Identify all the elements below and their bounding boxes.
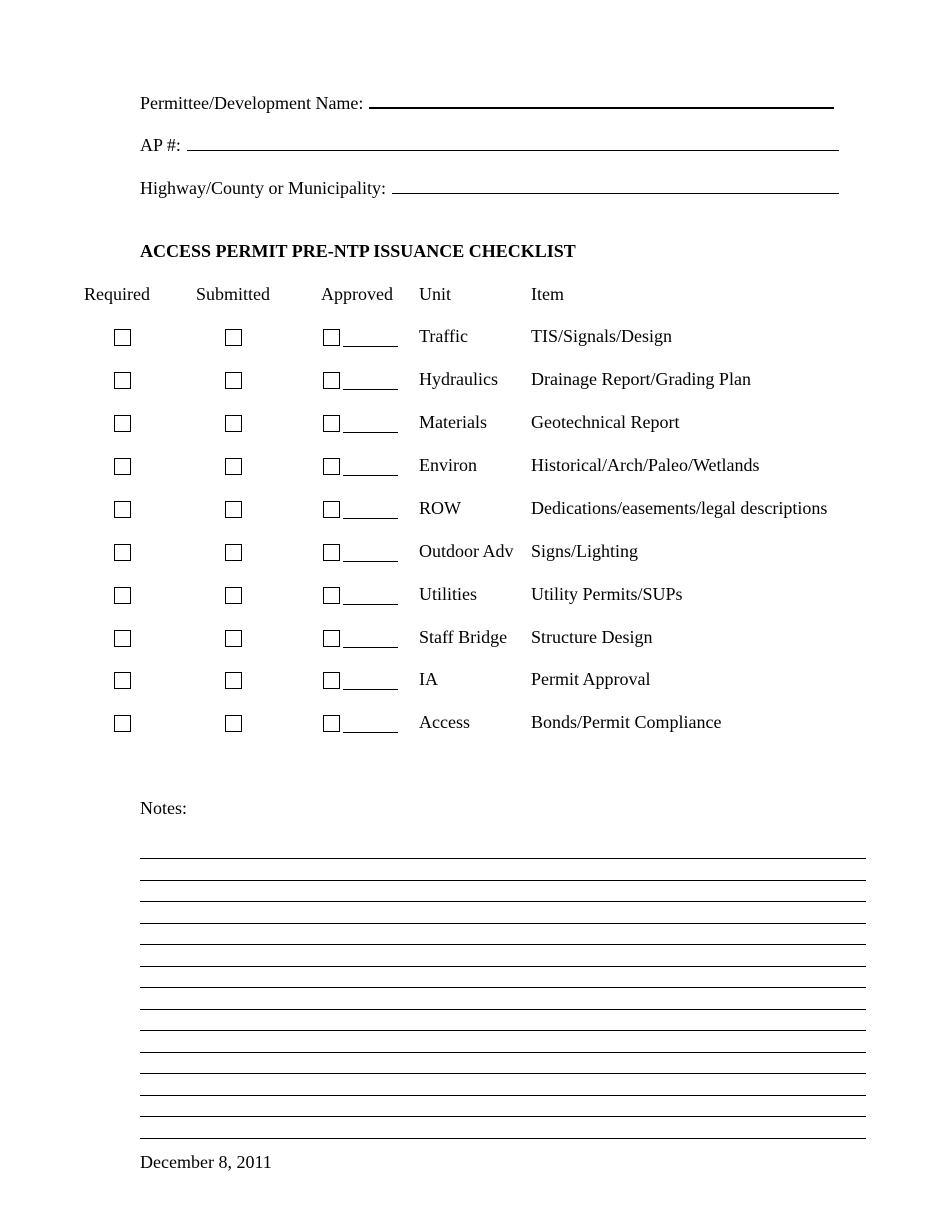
required-checkbox[interactable] [114, 501, 131, 518]
checklist-title: ACCESS PERMIT PRE-NTP ISSUANCE CHECKLIST [140, 241, 576, 261]
approved-initials-line[interactable] [343, 732, 398, 733]
item-label: Historical/Arch/Paleo/Wetlands [531, 455, 760, 475]
notes-line[interactable] [140, 1073, 866, 1074]
highway-input-line[interactable] [392, 177, 839, 194]
submitted-checkbox[interactable] [225, 415, 242, 432]
item-label: Utility Permits/SUPs [531, 584, 683, 604]
required-checkbox[interactable] [114, 458, 131, 475]
approved-initials-line[interactable] [343, 346, 398, 347]
approved-initials-line[interactable] [343, 518, 398, 519]
column-header-submitted: Submitted [196, 284, 271, 304]
submitted-checkbox[interactable] [225, 630, 242, 647]
submitted-checkbox[interactable] [225, 544, 242, 561]
checklist-row [0, 326, 950, 359]
submitted-checkbox[interactable] [225, 458, 242, 475]
item-label: Structure Design [531, 627, 653, 647]
item-label: Drainage Report/Grading Plan [531, 369, 751, 389]
item-label: Signs/Lighting [531, 541, 639, 561]
notes-line[interactable] [140, 1138, 866, 1139]
notes-label: Notes: [140, 798, 187, 818]
approved-checkbox[interactable] [323, 372, 340, 389]
required-checkbox[interactable] [114, 587, 131, 604]
ap-number-label: AP #: [140, 135, 181, 155]
permittee-field [140, 91, 834, 114]
approved-checkbox[interactable] [323, 630, 340, 647]
approved-checkbox[interactable] [323, 587, 340, 604]
checklist-row [0, 369, 950, 402]
approved-checkbox[interactable] [323, 672, 340, 689]
required-checkbox[interactable] [114, 715, 131, 732]
checklist-row [0, 712, 950, 745]
item-label: TIS/Signals/Design [531, 326, 673, 346]
item-label: Geotechnical Report [531, 412, 680, 432]
submitted-checkbox[interactable] [225, 329, 242, 346]
approved-initials-line[interactable] [343, 475, 398, 476]
ap-number-input-line[interactable] [187, 134, 839, 151]
permittee-input-line[interactable] [369, 91, 834, 109]
notes-line[interactable] [140, 944, 866, 945]
column-header-item: Item [531, 284, 564, 304]
highway-field [140, 177, 839, 199]
unit-label: Outdoor Adv [419, 541, 514, 561]
unit-label: Staff Bridge [419, 627, 508, 647]
notes-line[interactable] [140, 987, 866, 988]
unit-label: Traffic [419, 326, 468, 346]
checklist-row [0, 412, 950, 445]
submitted-checkbox[interactable] [225, 501, 242, 518]
notes-line[interactable] [140, 858, 866, 859]
approved-checkbox[interactable] [323, 329, 340, 346]
notes-line[interactable] [140, 1009, 866, 1010]
notes-line[interactable] [140, 1116, 866, 1117]
approved-initials-line[interactable] [343, 389, 398, 390]
required-checkbox[interactable] [114, 672, 131, 689]
approved-checkbox[interactable] [323, 544, 340, 561]
required-checkbox[interactable] [114, 415, 131, 432]
submitted-checkbox[interactable] [225, 715, 242, 732]
checklist-row [0, 541, 950, 574]
approved-initials-line[interactable] [343, 604, 398, 605]
notes-line[interactable] [140, 1095, 866, 1096]
required-checkbox[interactable] [114, 329, 131, 346]
unit-label: IA [419, 669, 438, 689]
approved-initials-line[interactable] [343, 689, 398, 690]
notes-line[interactable] [140, 1030, 866, 1031]
approved-initials-line[interactable] [343, 432, 398, 433]
unit-label: Materials [419, 412, 487, 432]
document-date: December 8, 2011 [140, 1152, 272, 1172]
notes-line[interactable] [140, 966, 866, 967]
submitted-checkbox[interactable] [225, 672, 242, 689]
column-header-unit: Unit [419, 284, 452, 304]
required-checkbox[interactable] [114, 372, 131, 389]
permittee-label: Permittee/Development Name: [140, 93, 364, 113]
ap-number-field [140, 134, 839, 156]
item-label: Permit Approval [531, 669, 651, 689]
checklist-row [0, 498, 950, 531]
checklist-row [0, 669, 950, 702]
column-header-approved: Approved [321, 284, 393, 304]
approved-checkbox[interactable] [323, 715, 340, 732]
required-checkbox[interactable] [114, 544, 131, 561]
approved-checkbox[interactable] [323, 501, 340, 518]
column-header-required: Required [84, 284, 150, 304]
checklist-row [0, 584, 950, 617]
highway-label: Highway/County or Municipality: [140, 178, 386, 198]
unit-label: Hydraulics [419, 369, 498, 389]
checklist-row [0, 627, 950, 660]
unit-label: Utilities [419, 584, 477, 604]
approved-initials-line[interactable] [343, 561, 398, 562]
required-checkbox[interactable] [114, 630, 131, 647]
approved-initials-line[interactable] [343, 647, 398, 648]
unit-label: ROW [419, 498, 461, 518]
unit-label: Access [419, 712, 470, 732]
notes-line[interactable] [140, 901, 866, 902]
notes-line[interactable] [140, 880, 866, 881]
approved-checkbox[interactable] [323, 458, 340, 475]
notes-line[interactable] [140, 1052, 866, 1053]
submitted-checkbox[interactable] [225, 372, 242, 389]
item-label: Dedications/easements/legal descriptions [531, 498, 828, 518]
checklist-row [0, 455, 950, 488]
submitted-checkbox[interactable] [225, 587, 242, 604]
item-label: Bonds/Permit Compliance [531, 712, 722, 732]
approved-checkbox[interactable] [323, 415, 340, 432]
notes-line[interactable] [140, 923, 866, 924]
unit-label: Environ [419, 455, 477, 475]
